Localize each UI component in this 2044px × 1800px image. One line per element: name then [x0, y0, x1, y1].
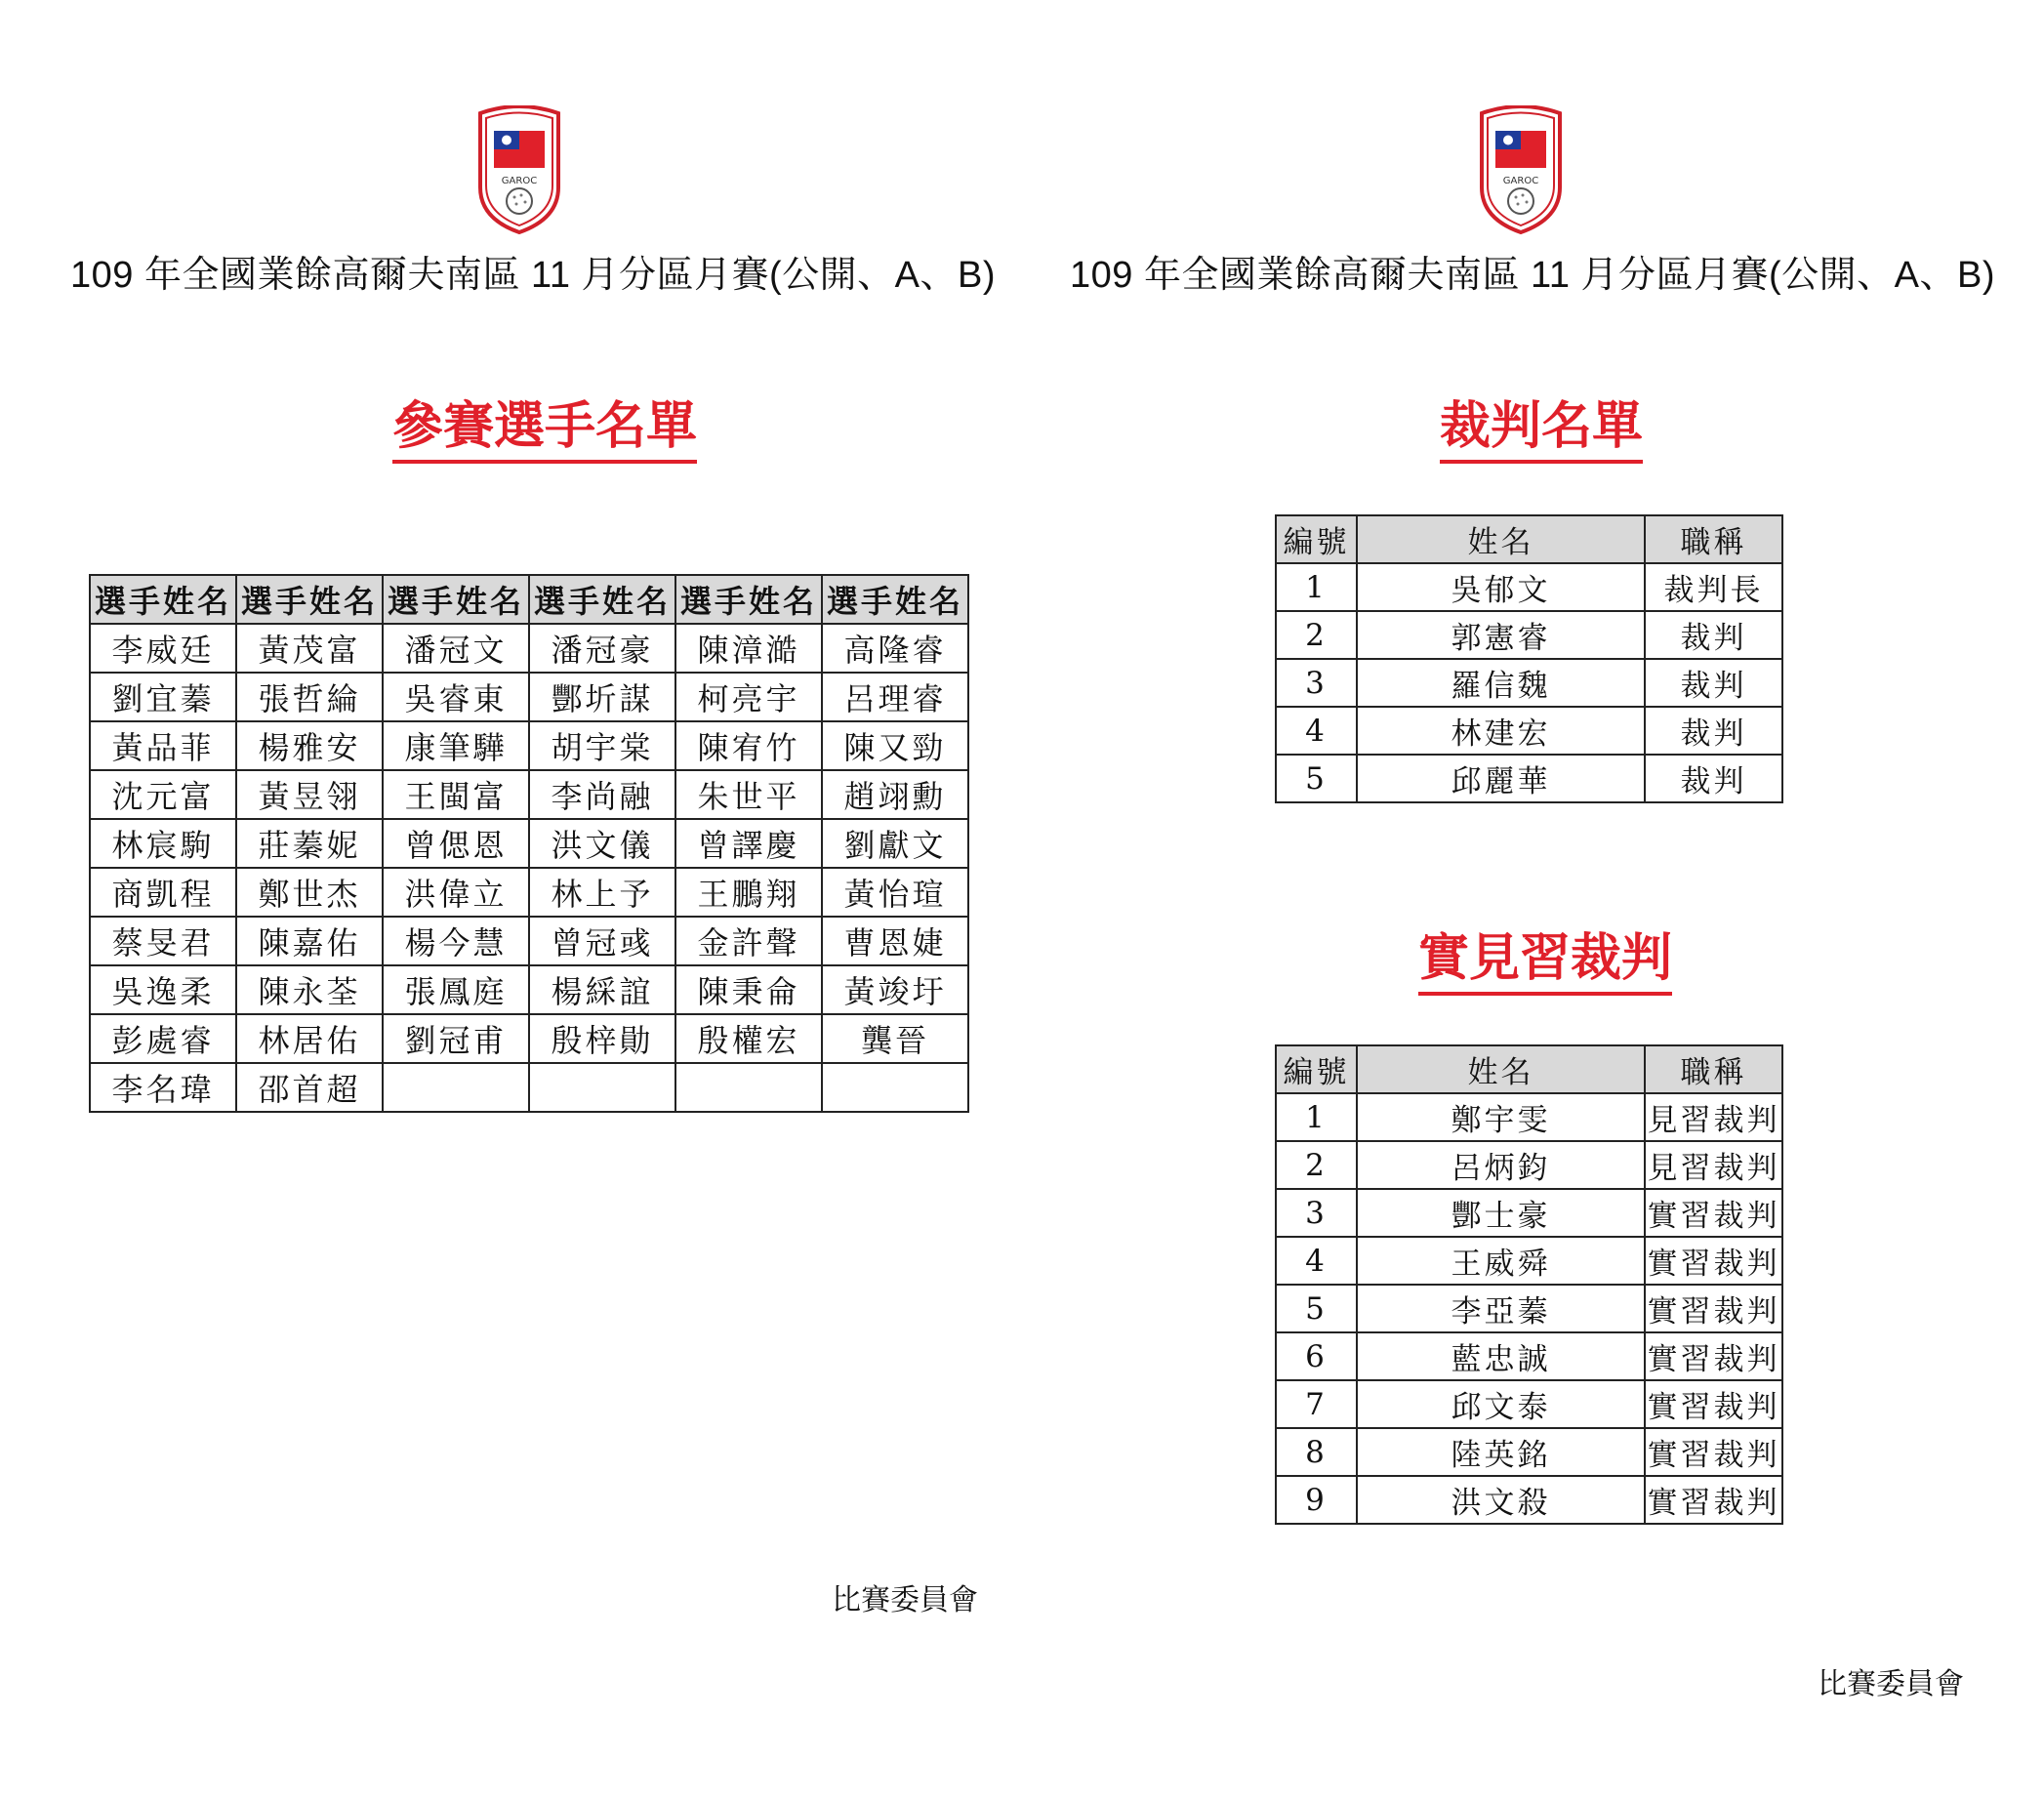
- player-name-cell: 林上予: [529, 868, 675, 917]
- number-cell: 3: [1276, 659, 1357, 707]
- committee-footer: 比賽委員會: [1818, 1667, 1964, 1701]
- player-name-cell: 林居佑: [236, 1014, 383, 1063]
- table-row: [1276, 1285, 1782, 1332]
- referees-table-header-row: [1276, 515, 1782, 563]
- name-cell: 吳郁文: [1357, 563, 1645, 611]
- number-column-header: 編號: [1276, 1045, 1357, 1093]
- player-name-cell: [822, 1063, 968, 1112]
- table-row: [1276, 1476, 1782, 1524]
- player-name-cell: 酆圻謀: [529, 673, 675, 721]
- table-row: [1276, 563, 1782, 611]
- name-cell: 李亞蓁: [1357, 1285, 1645, 1332]
- name-cell: 鄭宇雯: [1357, 1093, 1645, 1141]
- title-cell: 實習裁判: [1645, 1237, 1782, 1285]
- title-cell: 實習裁判: [1645, 1476, 1782, 1524]
- garoc-logo: [1476, 105, 1566, 234]
- title-cell: 裁判長: [1645, 563, 1782, 611]
- players-table: [89, 574, 969, 1113]
- player-name-cell: 鄭世杰: [236, 868, 383, 917]
- player-name-cell: 殷梓勛: [529, 1014, 675, 1063]
- player-name-cell: 趙翊勳: [822, 770, 968, 819]
- player-name-cell: 張鳳庭: [383, 965, 529, 1014]
- player-name-cell: 胡宇棠: [529, 721, 675, 770]
- player-name-cell: 吳睿東: [383, 673, 529, 721]
- name-column-header: 姓名: [1357, 515, 1645, 563]
- table-row: [1276, 659, 1782, 707]
- player-name-cell: 潘冠文: [383, 624, 529, 673]
- player-name-cell: 陳又勁: [822, 721, 968, 770]
- table-row: [1276, 1380, 1782, 1428]
- player-name-cell: 蔡旻君: [90, 917, 236, 965]
- name-cell: 郭憲睿: [1357, 611, 1645, 659]
- name-cell: 邱麗華: [1357, 755, 1645, 802]
- number-cell: 9: [1276, 1476, 1357, 1524]
- player-name-cell: 陳漳澔: [675, 624, 822, 673]
- title-cell: 實習裁判: [1645, 1189, 1782, 1237]
- garoc-logo-text: GAROC: [1502, 176, 1539, 186]
- player-name-cell: 李威廷: [90, 624, 236, 673]
- document-title: 109 年全國業餘高爾夫南區 11 月分區月賽(公開、A、B): [69, 255, 997, 296]
- player-name-cell: 黃竣圩: [822, 965, 968, 1014]
- player-name-cell: 高隆睿: [822, 624, 968, 673]
- player-name-cell: [383, 1063, 529, 1112]
- table-row: [90, 770, 968, 819]
- document-title: 109 年全國業餘高爾夫南區 11 月分區月賽(公開、A、B): [1069, 255, 1996, 296]
- player-name-cell: 劉冠甫: [383, 1014, 529, 1063]
- player-name-cell: 潘冠豪: [529, 624, 675, 673]
- title-cell: 見習裁判: [1645, 1093, 1782, 1141]
- player-name-cell: 黃怡瑄: [822, 868, 968, 917]
- trainee-referees-table: [1275, 1044, 1783, 1525]
- number-cell: 5: [1276, 755, 1357, 802]
- player-name-cell: 陳秉侖: [675, 965, 822, 1014]
- table-row: [90, 917, 968, 965]
- number-cell: 4: [1276, 1237, 1357, 1285]
- players-table-header-row: [90, 575, 968, 624]
- player-name-cell: 彭處睿: [90, 1014, 236, 1063]
- title-cell: 裁判: [1645, 611, 1782, 659]
- player-name-cell: 李名瑋: [90, 1063, 236, 1112]
- player-name-cell: 沈元富: [90, 770, 236, 819]
- player-name-cell: 曾譯慶: [675, 819, 822, 868]
- player-name-cell: 洪偉立: [383, 868, 529, 917]
- table-row: [90, 1014, 968, 1063]
- player-name-cell: 邵首超: [236, 1063, 383, 1112]
- table-row: [1276, 1237, 1782, 1285]
- table-row: [1276, 755, 1782, 802]
- table-row: [1276, 707, 1782, 755]
- trainee-table-header-row: [1276, 1045, 1782, 1093]
- name-cell: 藍忠誠: [1357, 1332, 1645, 1380]
- table-row: [1276, 1332, 1782, 1380]
- table-row: [1276, 1141, 1782, 1189]
- number-cell: 4: [1276, 707, 1357, 755]
- title-cell: 實習裁判: [1645, 1380, 1782, 1428]
- name-cell: 洪文殺: [1357, 1476, 1645, 1524]
- player-column-header: 選手姓名: [90, 575, 236, 624]
- player-name-cell: 劉獻文: [822, 819, 968, 868]
- committee-footer: 比賽委員會: [832, 1583, 978, 1617]
- player-name-cell: [675, 1063, 822, 1112]
- title-cell: 裁判: [1645, 707, 1782, 755]
- table-row: [90, 1063, 968, 1112]
- title-column-header: 職稱: [1645, 1045, 1782, 1093]
- player-name-cell: 李尚融: [529, 770, 675, 819]
- player-name-cell: 王閩富: [383, 770, 529, 819]
- garoc-logo: [474, 105, 564, 234]
- number-cell: 2: [1276, 611, 1357, 659]
- player-name-cell: 柯亮宇: [675, 673, 822, 721]
- player-name-cell: 洪文儀: [529, 819, 675, 868]
- number-cell: 5: [1276, 1285, 1357, 1332]
- table-row: [90, 673, 968, 721]
- player-column-header: 選手姓名: [236, 575, 383, 624]
- player-name-cell: 莊蓁妮: [236, 819, 383, 868]
- name-cell: 酆士豪: [1357, 1189, 1645, 1237]
- table-row: [1276, 1428, 1782, 1476]
- table-row: [1276, 611, 1782, 659]
- name-cell: 王威舜: [1357, 1237, 1645, 1285]
- number-cell: 2: [1276, 1141, 1357, 1189]
- referees-table: [1275, 514, 1783, 803]
- table-row: [90, 868, 968, 917]
- name-cell: 羅信魏: [1357, 659, 1645, 707]
- player-name-cell: 朱世平: [675, 770, 822, 819]
- table-row: [90, 721, 968, 770]
- player-name-cell: 劉宜蓁: [90, 673, 236, 721]
- name-cell: 邱文泰: [1357, 1380, 1645, 1428]
- table-row: [90, 965, 968, 1014]
- player-name-cell: 陳嘉佑: [236, 917, 383, 965]
- player-name-cell: 張哲綸: [236, 673, 383, 721]
- title-column-header: 職稱: [1645, 515, 1782, 563]
- garoc-logo-text: GAROC: [501, 176, 538, 186]
- table-row: [1276, 1189, 1782, 1237]
- number-cell: 3: [1276, 1189, 1357, 1237]
- trainee-referees-section-title: 實見習裁判: [1418, 927, 1672, 996]
- player-name-cell: 商凱程: [90, 868, 236, 917]
- player-name-cell: 黃昱翎: [236, 770, 383, 819]
- player-name-cell: 曾冠彧: [529, 917, 675, 965]
- player-column-header: 選手姓名: [383, 575, 529, 624]
- player-column-header: 選手姓名: [822, 575, 968, 624]
- number-cell: 7: [1276, 1380, 1357, 1428]
- name-column-header: 姓名: [1357, 1045, 1645, 1093]
- player-name-cell: 楊雅安: [236, 721, 383, 770]
- table-row: [90, 624, 968, 673]
- number-cell: 8: [1276, 1428, 1357, 1476]
- name-cell: 呂炳鈞: [1357, 1141, 1645, 1189]
- title-cell: 見習裁判: [1645, 1141, 1782, 1189]
- player-column-header: 選手姓名: [529, 575, 675, 624]
- player-name-cell: 呂理睿: [822, 673, 968, 721]
- player-name-cell: 楊綵誼: [529, 965, 675, 1014]
- table-row: [1276, 1093, 1782, 1141]
- title-cell: 實習裁判: [1645, 1332, 1782, 1380]
- player-name-cell: 林宸駒: [90, 819, 236, 868]
- number-column-header: 編號: [1276, 515, 1357, 563]
- player-name-cell: 金許聲: [675, 917, 822, 965]
- player-name-cell: 陳宥竹: [675, 721, 822, 770]
- player-name-cell: 王鵬翔: [675, 868, 822, 917]
- title-cell: 裁判: [1645, 755, 1782, 802]
- player-name-cell: 黃品菲: [90, 721, 236, 770]
- player-name-cell: [529, 1063, 675, 1112]
- players-section-title: 參賽選手名單: [392, 395, 697, 464]
- player-name-cell: 龔晉: [822, 1014, 968, 1063]
- table-row: [90, 819, 968, 868]
- title-cell: 實習裁判: [1645, 1285, 1782, 1332]
- number-cell: 1: [1276, 563, 1357, 611]
- player-name-cell: 曾偲恩: [383, 819, 529, 868]
- title-cell: 裁判: [1645, 659, 1782, 707]
- player-column-header: 選手姓名: [675, 575, 822, 624]
- player-name-cell: 殷權宏: [675, 1014, 822, 1063]
- title-cell: 實習裁判: [1645, 1428, 1782, 1476]
- number-cell: 1: [1276, 1093, 1357, 1141]
- player-name-cell: 曹恩婕: [822, 917, 968, 965]
- number-cell: 6: [1276, 1332, 1357, 1380]
- player-name-cell: 吳逸柔: [90, 965, 236, 1014]
- player-name-cell: 陳永荃: [236, 965, 383, 1014]
- name-cell: 陸英銘: [1357, 1428, 1645, 1476]
- player-name-cell: 楊今慧: [383, 917, 529, 965]
- name-cell: 林建宏: [1357, 707, 1645, 755]
- player-name-cell: 康筆驊: [383, 721, 529, 770]
- player-name-cell: 黃茂富: [236, 624, 383, 673]
- referees-section-title: 裁判名單: [1440, 395, 1643, 464]
